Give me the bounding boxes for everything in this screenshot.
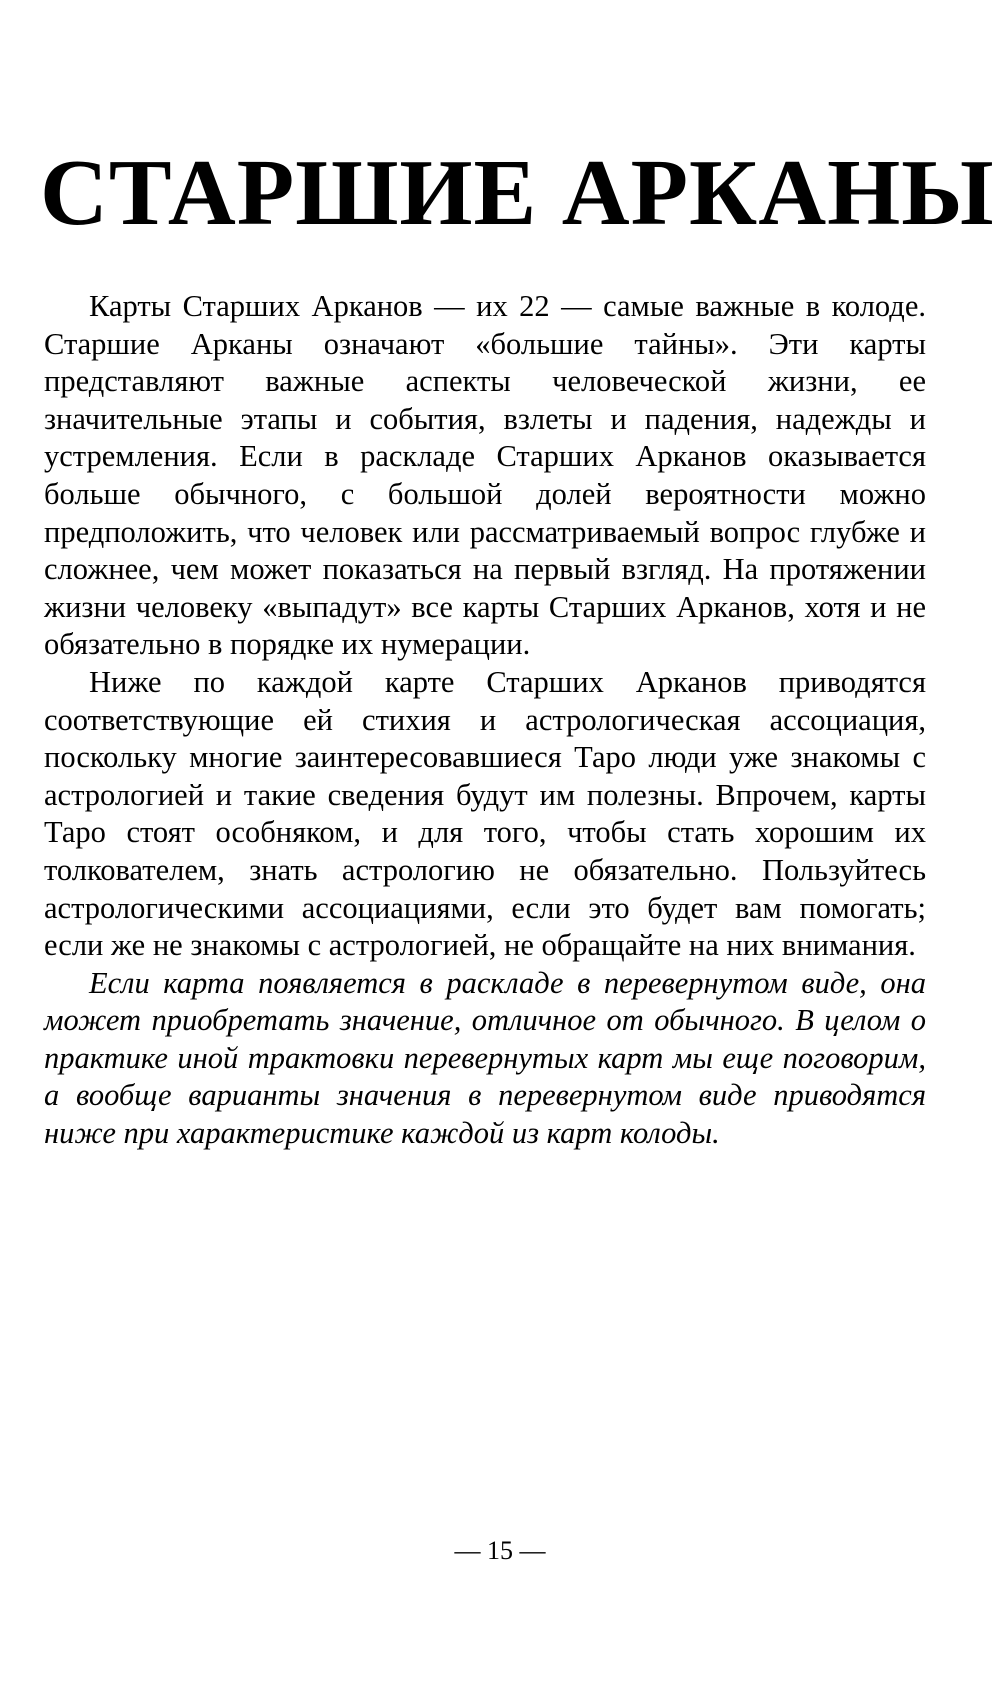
paragraph-astrology: Ниже по каждой карте Старших Арканов приводятся соответствующие ей стихия и астрологическая ассоциация, поскольку многие заинтересовавшиеся Таро люди уже знакомы с астрологией и такие сведения будут им полезны. Впрочем, карты Таро стоят особняком, и для того, чтобы стать хорошим их толкователем, знать астрологию не обязательно. Пользуйтесь астрологическими ассоциациями, если это будет вам помогать; если же не знакомы с астрологией, не обращайте на них внимания. [44,664,926,963]
chapter-title: СТАРШИЕ АРКАНЫ [40,141,995,245]
paragraph-reversed-cards: Если карта появляется в раскладе в перевернутом виде, она может приобретать значение, отличное от обычного. В целом о практике иной трактовки перевернутых карт мы еще поговорим, а вообще варианты значения в перевернутом виде приводятся ниже при характеристике каждой из карт колоды. [44,965,926,1151]
page-number: — 15 — [454,1536,546,1565]
paragraph-intro: Карты Старших Арканов — их 22 — самые важные в колоде. Старшие Арканы означают «большие тайны». Эти карты представляют важные аспекты человеческой жизни, ее значительные этапы и события, взлеты и падения, надежды и устремления. Если в раскладе Старших Арканов оказывается больше обычного, с большой долей вероятности можно предположить, что человек или рассматриваемый вопрос глубже и сложнее, чем может показаться на первый взгляд. На протяжении жизни человеку «выпадут» все карты Старших Арканов, хотя и не обязательно в порядке их нумерации. [44,289,926,662]
body-text [44,288,926,1153]
